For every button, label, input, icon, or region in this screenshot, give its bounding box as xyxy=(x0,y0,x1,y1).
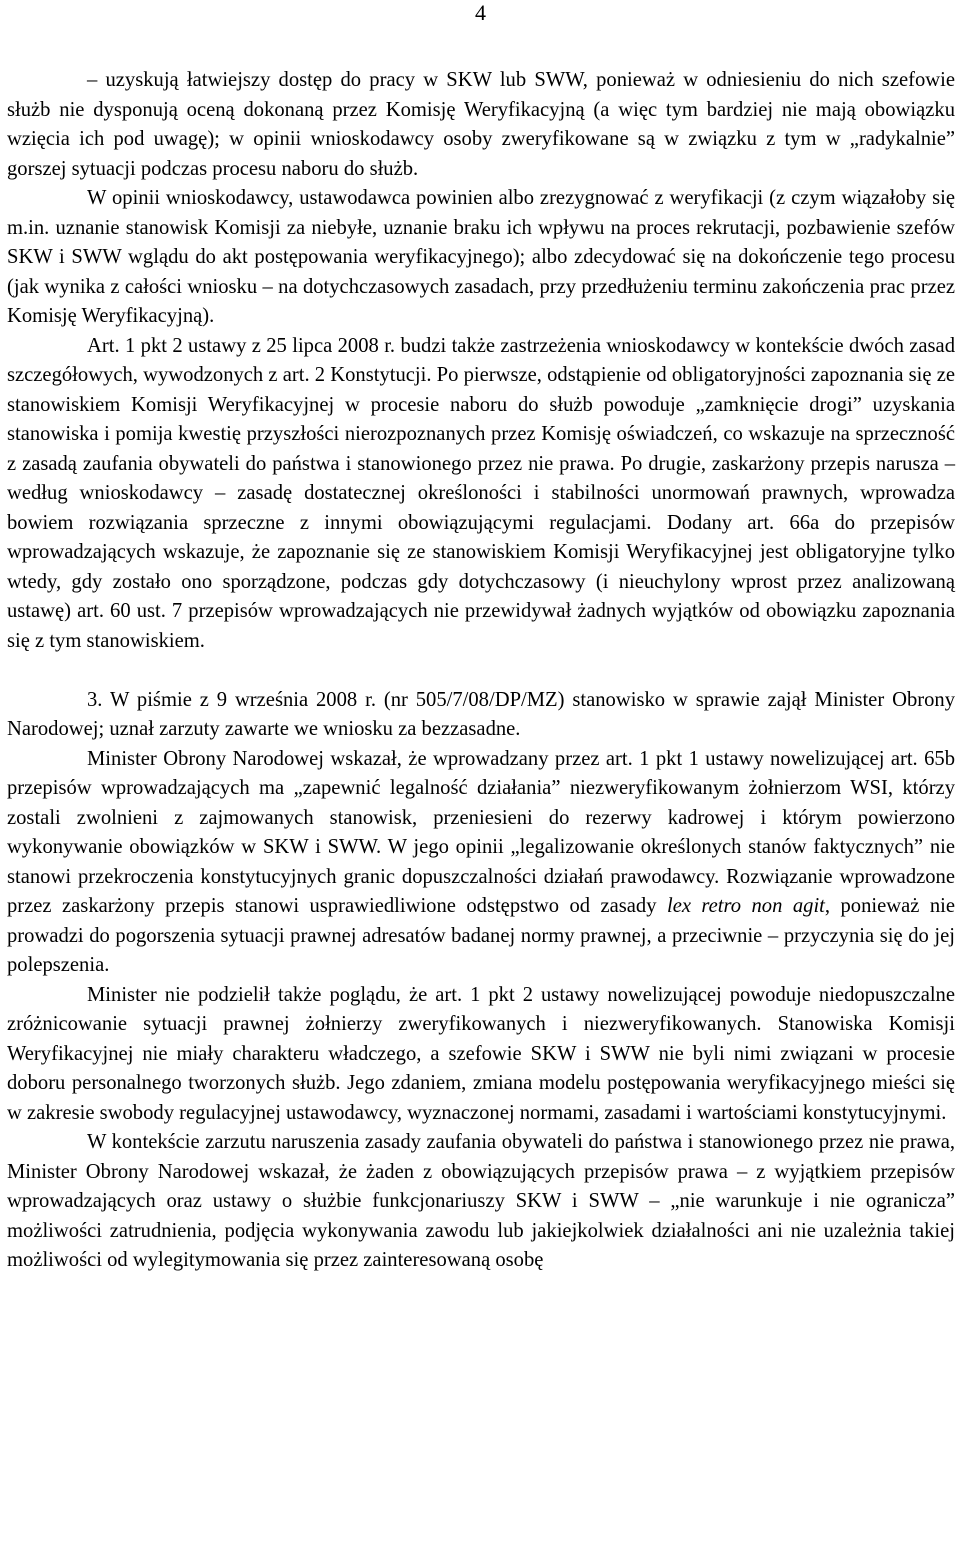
paragraph-text: , ponieważ nie prowadzi do pogorszenia sytuacji prawnej adresatów badanej normy prawnej, a przeciwnie – przyczynia się do jej polepszenia. xyxy=(7,895,955,976)
paragraph xyxy=(7,184,955,332)
paragraph xyxy=(7,1128,955,1276)
paragraph-text: – uzyskują łatwiejszy dostęp do pracy w SKW lub SWW, ponieważ w odniesieniu do nich szefowie służb nie dysponują oceną dokonaną przez Komisję Weryfikacyjną (a więc tym bardziej nie mają obowiązku wzięcia ich pod uwagę); w opinii wnioskodawcy osoby zweryfikowane są w związku z tym w „radykalnie” gorszej sytuacji podczas procesu naboru do służb. xyxy=(7,69,955,180)
paragraph xyxy=(7,686,955,745)
paragraph-text: Minister nie podzielił także poglądu, że art. 1 pkt 2 ustawy nowelizującej powoduje niedopuszczalne zróżnicowanie sytuacji prawnej żołnierzy zweryfikowanych i niezweryfikowanych. Stanowiska Komisji Weryfikacyjnej nie miały charakteru władczego, a szefowie SKW i SWW nie byli nimi związani w procesie doboru personalnego tworzonych służb. Jego zdaniem, zmiana modelu postępowania weryfikacyjnego mieści się w zakresie swobody regulacyjnej ustawodawcy, wyznaczonej normami, zasadami i wartościami konstytucyjnymi. xyxy=(7,983,955,1124)
paragraph-text: W opinii wnioskodawcy, ustawodawca powinien albo zrezygnować z weryfikacji (z czym wiązałoby się m.in. uznanie stanowisk Komisji za niebyłe, uznanie braku ich wpływu na proces rekrutacji, pozbawienie szefów SKW i SWW wglądu do akt postępowania weryfikacyjnego); albo zdecydować się na dokończenie tego procesu (jak wynika z całości wniosku – na dotychczasowych zasadach, przy przedłużeniu terminu zakończenia prac przez Komisję Weryfikacyjną). xyxy=(7,187,955,327)
paragraph-text: W kontekście zarzutu naruszenia zasady zaufania obywateli do państwa i stanowionego przez nie prawa, Minister Obrony Narodowej wskazał, że żaden z obowiązujących przepisów prawa – z wyjątkiem przepisów wprowadzających oraz ustawy o służbie funkcjonariuszy SKW i SWW – „nie warunkuje i nie ogranicza” możliwości zatrudnienia, podjęcia wykonywania zawodu lub jakiejkolwiek działalności ani nie uzależnia takiej możliwości od wylegitymowania się przez zainteresowaną osobę xyxy=(7,1131,955,1271)
paragraph xyxy=(7,332,955,657)
page-number: 4 xyxy=(475,0,486,25)
paragraph xyxy=(7,66,955,184)
paragraph xyxy=(7,981,955,1129)
paragraph xyxy=(7,745,955,981)
document-body xyxy=(7,66,955,1276)
paragraph-text: 3. W piśmie z 9 września 2008 r. (nr 505/7/08/DP/MZ) stanowisko w sprawie zajął Minister Obrony Narodowej; uznał zarzuty zawarte we wniosku za bezzasadne. xyxy=(7,688,955,740)
latin-phrase: lex retro non agit xyxy=(666,895,825,917)
paragraph-text: Art. 1 pkt 2 ustawy z 25 lipca 2008 r. budzi także zastrzeżenia wnioskodawcy w kontekście dwóch zasad szczegółowych, wywodzonych z art. 2 Konstytucji. Po pierwsze, odstąpienie od obligatoryjności zapoznania się ze stanowiskiem Komisji Weryfikacyjnej w procesie naboru do służb powoduje „zamknięcie drogi” uzyskania stanowiska i pomija kwestię przyszłości nierozpoznanych przez Komisję oświadczeń, co wskazuje na sprzeczność z zasadą zaufania obywateli do państwa i stanowionego przez nie prawa. Po drugie, zaskarżony przepis narusza – według wnioskodawcy – zasadę dostatecznej określoności i stabilności unormowań prawnych, wprowadza bowiem rozwiązania sprzeczne z innymi obowiązującymi regulacjami. Dodany art. 66a do przepisów wprowadzających wskazuje, że zapoznanie się ze stanowiskiem Komisji Weryfikacyjnej jest obligatoryjne tylko wtedy, gdy zostało ono sporządzone, podczas gdy dotychczasowy (i nieuchylony wprost przez analizowaną ustawę) art. 60 ust. 7 przepisów wprowadzających nie przewidywał żadnych wyjątków od obowiązku zapoznania się z tym stanowiskiem. xyxy=(7,334,955,652)
paragraph-text: Minister Obrony Narodowej wskazał, że wprowadzany przez art. 1 pkt 1 ustawy nowelizującej art. 65b przepisów wprowadzających ma „zapewnić legalność działania” niezweryfikowanym żołnierzom WSI, którzy zostali zwolnieni z zajmowanych stanowisk, przeniesieni do rezerwy kadrowej i którym powierzono wykonywanie obowiązków w SKW i SWW. W jego opinii „legalizowanie określonych stanów faktycznych” nie stanowi przekroczenia konstytucyjnych granic dopuszczalności działań prawodawcy. Rozwiązanie wprowadzone przez zaskarżony przepis stanowi usprawiedliwione odstępstwo od zasady xyxy=(7,747,955,917)
